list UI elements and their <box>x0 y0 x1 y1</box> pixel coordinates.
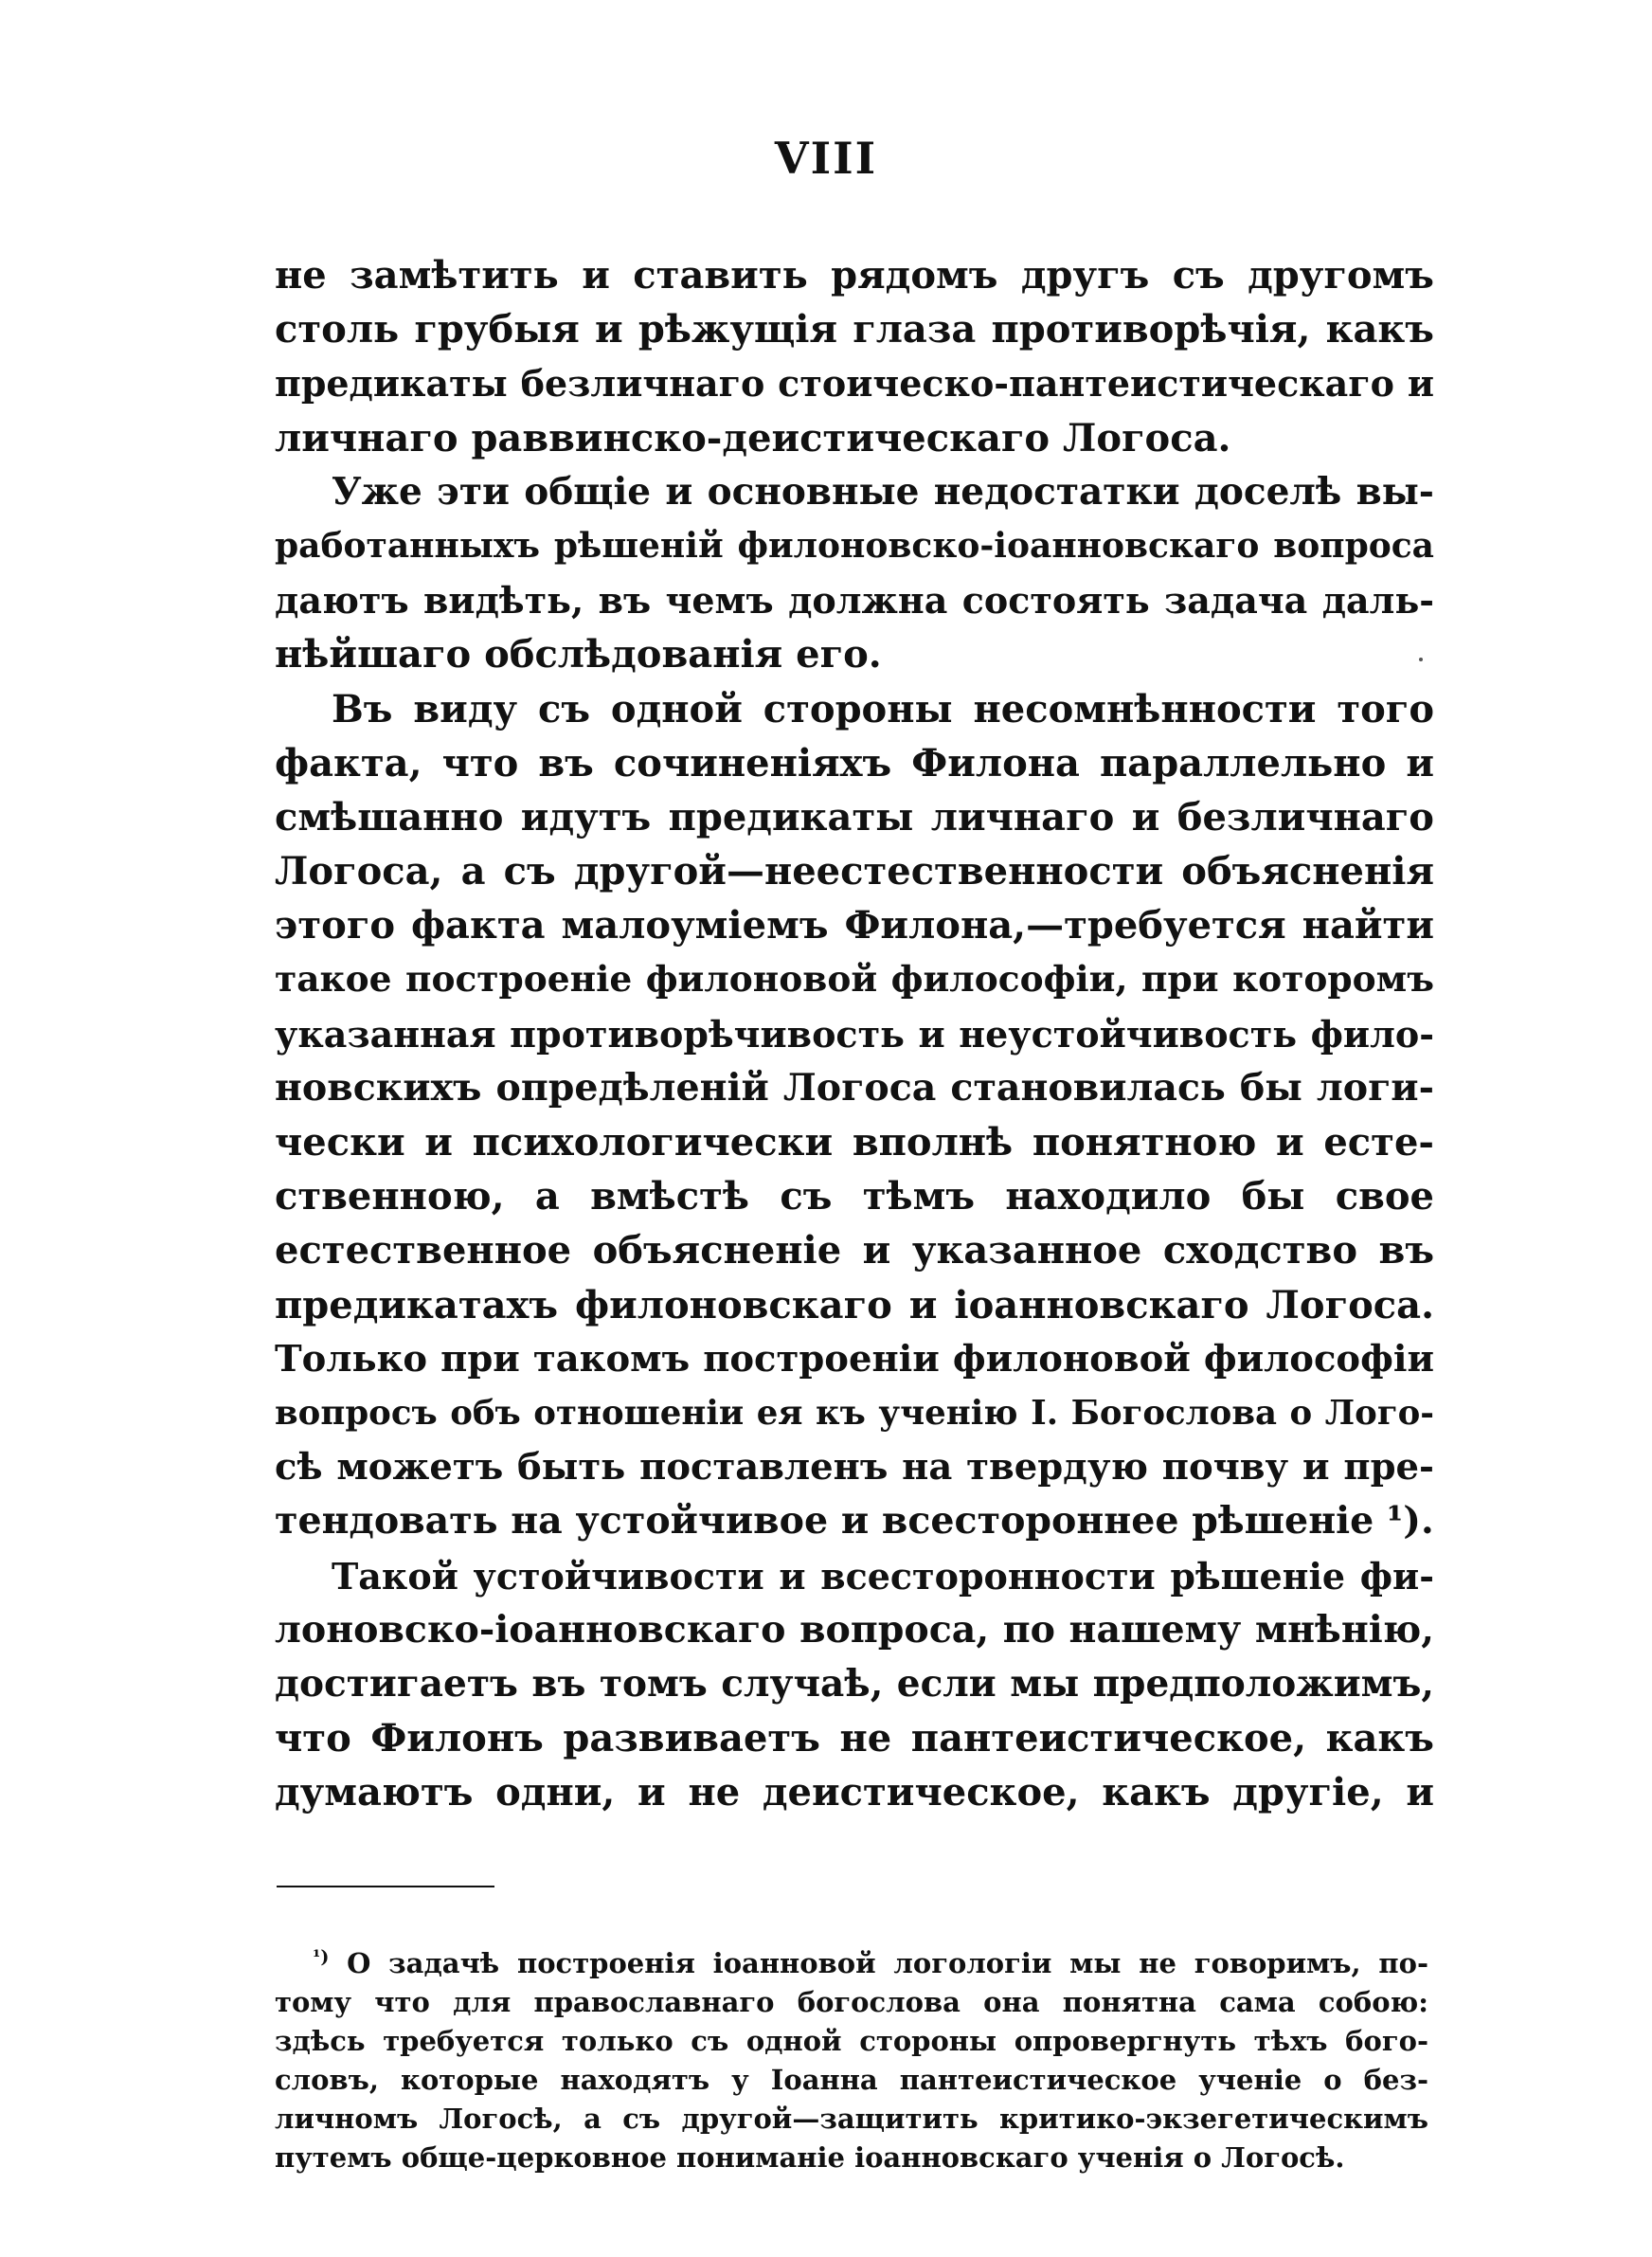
text-line: чески и психологически вполнѣ понятною и есте- <box>275 1120 1434 1165</box>
text-line: что Филонъ развиваетъ не пантеистическое, какъ <box>275 1716 1434 1761</box>
text-line: Уже эти общіе и основные недостатки доселѣ вы- <box>332 469 1434 514</box>
text-line: предикаты безличнаго стоическо-пантеистическаго и <box>275 362 1434 406</box>
page-number: VIII <box>774 133 878 184</box>
text-line: личнаго раввинско-деистическаго Логоса. <box>275 415 1231 460</box>
text-line: Въ виду съ одной стороны несомнѣнности того <box>332 686 1434 731</box>
text-line: Только при такомъ построеніи филоновой философіи <box>275 1337 1434 1381</box>
text-line: такое построеніе филоновой философіи, при которомъ <box>275 958 1434 1001</box>
footnote <box>275 1944 1428 2177</box>
text-line: Такой устойчивости и всесторонности рѣшеніе фи- <box>332 1554 1434 1598</box>
footnote-line: путемъ обще-церковное пониманіе іоанновскаго ученія о Логосѣ. <box>275 2141 1345 2174</box>
text-line: этого факта малоуміемъ Филона,—требуется найти <box>275 903 1434 948</box>
footnote-line: здѣсь требуется только съ одной стороны опровергнуть тѣхъ бого- <box>275 2025 1428 2057</box>
paragraph <box>275 248 1434 465</box>
text-line: думаютъ одни, и не деистическое, какъ другіе, и <box>275 1770 1434 1815</box>
text-line: даютъ видѣть, въ чемъ должна состоять задача даль- <box>275 579 1434 623</box>
text-line: факта, что въ сочиненіяхъ Филона параллельно и <box>275 740 1434 785</box>
text-line: естественное объясненіе и указанное сходство въ <box>275 1228 1434 1273</box>
text-line: ственною, а вмѣстѣ съ тѣмъ находило бы свое <box>275 1174 1434 1219</box>
text-line: работанныхъ рѣшеній филоновско-іоанновскаго вопроса <box>275 525 1434 566</box>
text-line: вопросъ объ отношеніи ея къ ученію І. Богослова о Лого- <box>275 1393 1434 1433</box>
text-line: столь грубыя и рѣжущія глаза противорѣчія, какъ <box>275 307 1434 352</box>
main-text <box>275 248 1434 1819</box>
text-line: Логоса, а съ другой—неестественности объясненія <box>275 849 1434 894</box>
footnote-separator <box>277 1886 494 1887</box>
footnote-line <box>275 1944 1428 1983</box>
text-line: предикатахъ филоновскаго и іоанновскаго Логоса. <box>275 1282 1434 1327</box>
paragraph <box>275 1549 1434 1820</box>
text-line: новскихъ опредѣленій Логоса становилась бы логи- <box>275 1065 1434 1110</box>
footnote-line: тому что для православнаго богослова она понятна сама собою: <box>275 1986 1428 2018</box>
text-line: нѣйшаго обслѣдованія его. <box>275 632 882 677</box>
footnote-marker: ¹) <box>313 1946 330 1968</box>
text-line: лоновско-іоанновскаго вопроса, по нашему мнѣнію, <box>275 1607 1434 1652</box>
text-line: тендовать на устойчивое и всестороннее рѣшеніе ¹). <box>275 1499 1434 1544</box>
text-line: смѣшанно идутъ предикаты личнаго и безличнаго <box>275 794 1434 840</box>
footnote-line-text: О задачѣ построенія іоанновой логологіи мы не говоримъ, по- <box>347 1947 1429 1979</box>
paragraph <box>275 465 1434 682</box>
text-line: достигаетъ въ томъ случаѣ, если мы предположимъ, <box>275 1661 1434 1706</box>
text-line: сѣ можетъ быть поставленъ на твердую почву и пре- <box>275 1446 1434 1490</box>
footnote-line: словъ, которые находятъ у Іоанна пантеистическое ученіе о без- <box>275 2064 1428 2096</box>
text-line: указанная противорѣчивость и неустойчивость фило- <box>275 1012 1434 1056</box>
text-line: не замѣтить и ставить рядомъ другъ съ другомъ <box>275 253 1434 298</box>
footnote-line: личномъ Логосѣ, а съ другой—защитить критико-экзегетическимъ <box>275 2103 1428 2135</box>
paragraph <box>275 682 1434 1549</box>
